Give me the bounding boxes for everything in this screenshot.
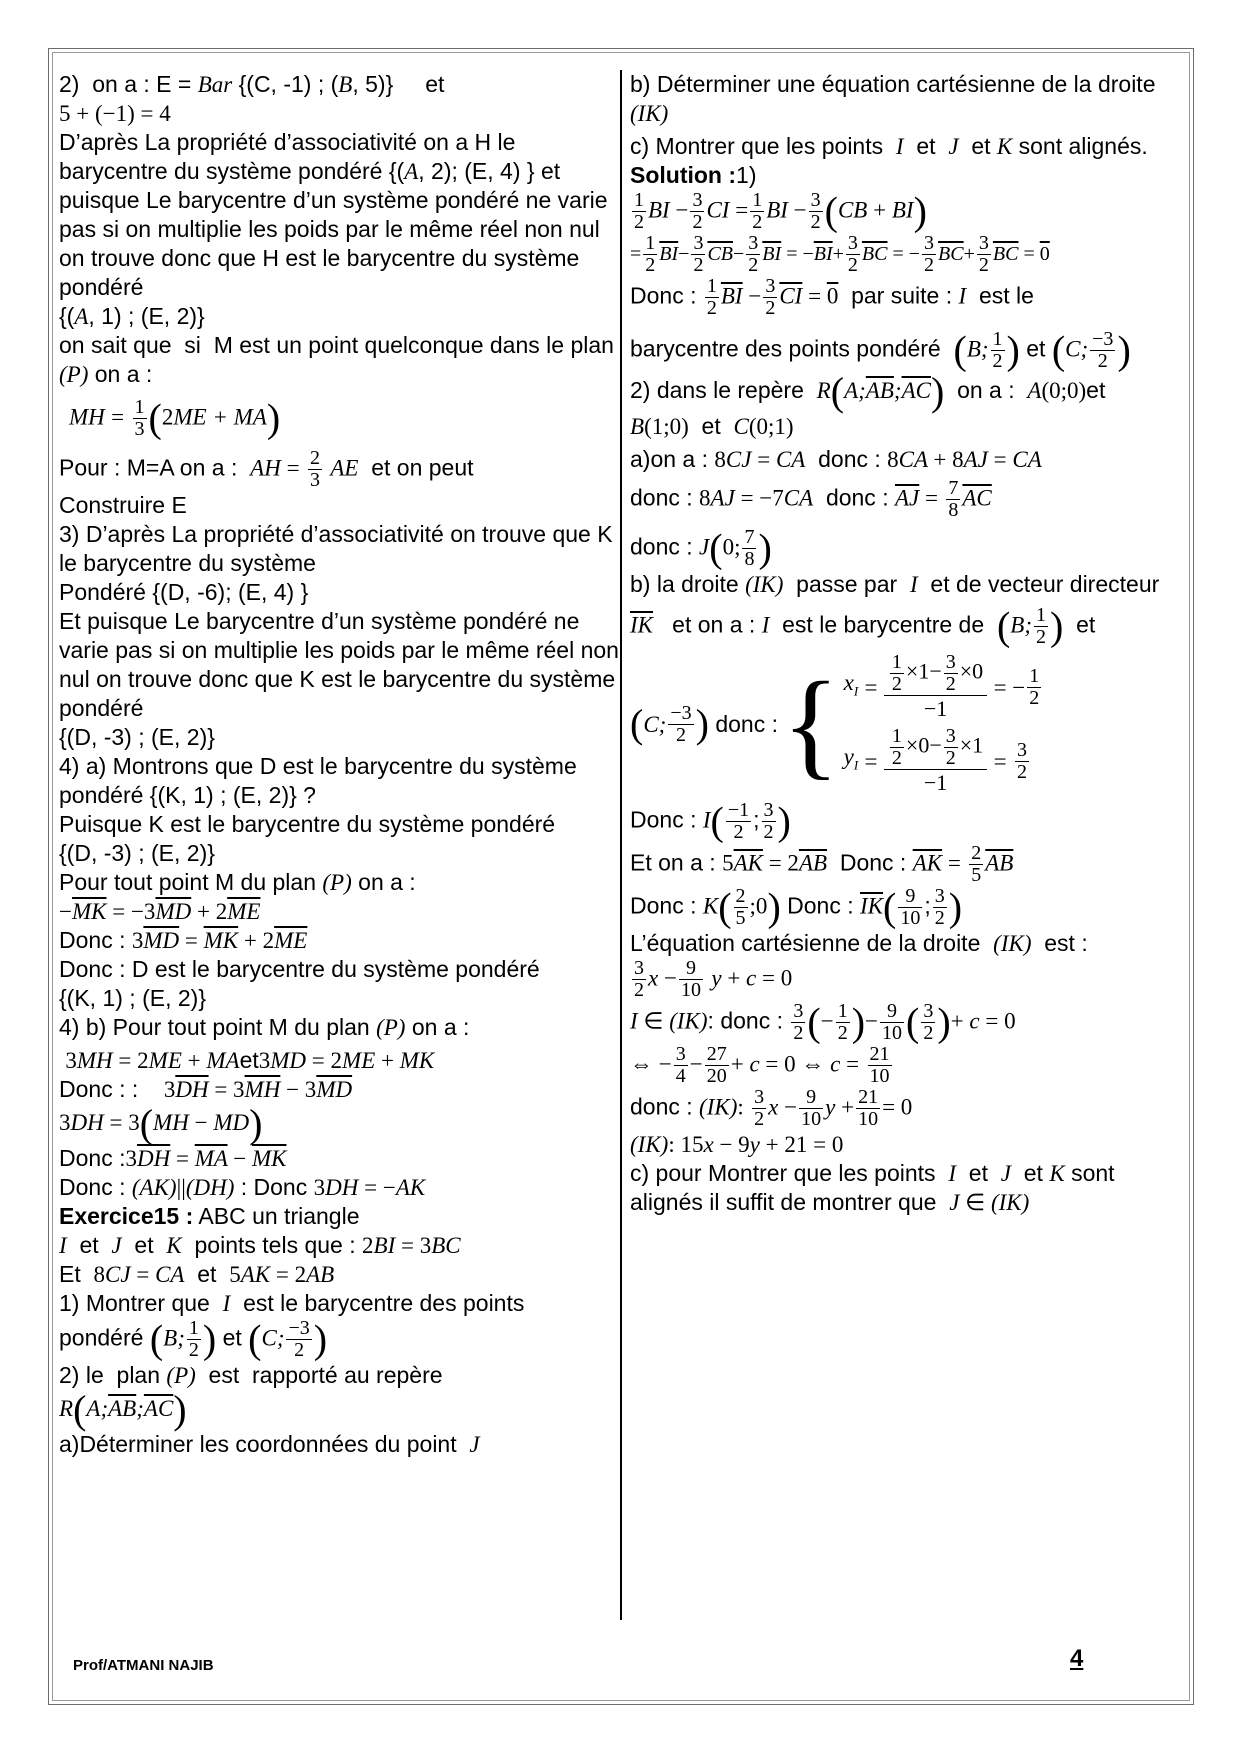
footer-page-number: 4 — [1070, 1645, 1084, 1672]
left-paragraph-1b: {(A, 1) ; (E, 2)} — [59, 303, 205, 329]
formula-sol-9: donc : J(0; $\frac{7}{8}$ ) — [630, 525, 772, 571]
right-line-2: c) Montrer que les points I et J et K sont alignés. — [630, 133, 1148, 159]
left-column — [59, 70, 619, 1459]
formula-3dh-2: 3DH = 3(MH − MD) — [59, 1101, 263, 1146]
formula-sol-20: (IK): 15x − 9y + 21 = 0 — [630, 1132, 844, 1157]
left-paragraph-10b: {(K, 1) ; (E, 2)} — [59, 985, 206, 1011]
column-divider — [620, 70, 622, 1620]
exercise-line-1: I et J et K points tels que : 2BI = 3BC — [59, 1232, 461, 1258]
formula-sol-6: B(1;0) et C(0;1) — [630, 413, 794, 439]
formula-3md: Donc : $3\overline{MD} = \overline{MK} + 2\overline{ME}$ — [59, 927, 308, 953]
exercise-line-3: 1) Montrer que I est le barycentre des points — [59, 1290, 525, 1316]
left-paragraph-5: 3) D’après La propriété d’associativité on trouve que K le barycentre du système — [59, 521, 613, 576]
left-paragraph-3: Pour : M=A on a : AH = $\frac{2}{3}$ AE et on peut — [59, 447, 474, 491]
right-column — [630, 70, 1170, 1217]
formula-sol-15: L’équation cartésienne de la droite (IK) est : — [630, 930, 1088, 956]
formula-parallel: Donc : (AK)||(DH) : Donc 3DH = −AK — [59, 1174, 426, 1200]
left-paragraph-7: 4) a) Montrons que D est le barycentre du système pondéré {(K, 1) ; (E, 2)} ? — [59, 753, 577, 808]
exercise-line-7: a)Déterminer les coordonnées du point J — [59, 1431, 480, 1457]
formula-sol-7: a)on a : 8CJ = CA donc : 8CA + 8AJ = CA — [630, 446, 1042, 472]
formula-sol-1: $\frac{1}{2}$ BI − $\frac{3}{2}$ CI = $\frac{1}{2}$ BI − $\frac{3}{2}$ (CB + BI) — [634, 188, 927, 234]
formula-sol-5: 2) dans le repère $R(A;\overline{AB};\overline{AC})$ on a : A(0;0)et — [630, 369, 1106, 414]
formula-sol-4: barycentre des points pondéré (B; $\frac{1}{2}$ ) et (C; $\frac{-3}{2}$ ) — [630, 327, 1131, 373]
footer-author: Prof/ATMANI NAJIB — [73, 1657, 214, 1674]
left-paragraph-6: Et puisque Le barycentre d’un système pondéré ne varie pas si on multiplie les poids par le même réel non nul on trouve donc que K est le barycentre du système pondéré — [59, 608, 619, 721]
formula-3mh: 3MH = 2ME + MAet3MD = 2ME + MK — [65, 1047, 435, 1073]
left-paragraph-8: Puisque K est le barycentre du système pondéré — [59, 811, 556, 837]
exercise-line-5: 2) le plan (P) est rapporté au repère — [59, 1362, 443, 1388]
exercise-line-4: pondéré (B; $\frac{1}{2}$ ) et (C; $\frac{-3}{2}$ ) — [59, 1316, 328, 1362]
formula-sol-19: donc : (IK): $\frac{3}{2}$ x − $\frac{9}{10}$ y + $\frac{21}{10}$ = 0 — [630, 1086, 913, 1130]
left-line-1: 2) on a : E = Bar {(C, -1) ; (B, 5)} et — [59, 71, 445, 97]
formula-3dh-3: Donc $:3\overline{DH} = \overline{MA} - \overline{MK}$ — [59, 1145, 287, 1171]
left-paragraph-4: Construire E — [59, 492, 187, 518]
formula-mh: MH = $\frac{1}{3}$ (2ME + MA) — [69, 395, 281, 441]
formula-sol-8: donc : 8AJ = −7CA donc : $\overline{AJ}$ = $\frac{7}{8}$ $\overline{AC}$ — [630, 477, 992, 521]
formula-3dh: Donc : : $3\overline{DH} = 3\overline{MH} - 3\overline{MD}$ — [59, 1076, 353, 1102]
left-paragraph-11: 4) b) Pour tout point M du plan (P) on a : — [59, 1014, 470, 1040]
left-paragraph-2: on sait que si M est un point quelconque dans le plan (P) on a : — [59, 332, 614, 387]
formula-sol-10: b) la droite (IK) passe par I et de vecteur directeur — [630, 571, 1160, 597]
formula-sol-3: Donc : $\frac{1}{2}$ $\overline{BI}$ − $\frac{3}{2}$ $\overline{CI} = 0$ par suite : I est le — [630, 275, 1034, 319]
solution-title: Solution :1) — [630, 162, 757, 188]
right-line-1: b) Déterminer une équation cartésienne de la droite (IK) — [630, 71, 1156, 126]
formula-sol-2: = $\frac{1}{2}$ $\overline{BI}-$ $\frac{3}{2}$ $\overline{CB}-$ $\frac{3}{2}$ $\overline{BI} = -\overline{BI}+$ $\frac{3}{2}$ $\overline{BC}$ = − $\frac{3}{2}$ $\overline{BC}+$ $\frac{3}{2}$ $\overline{BC} = 0$ — [630, 232, 1050, 276]
formula-sol-11: $\overline{IK}$ et on a : I est le barycentre de (B; $\frac{1}{2}$ ) et — [630, 603, 1096, 649]
formula-mk: $-\overline{MK} = -3\overline{MD} + 2\overline{ME}$ — [59, 899, 261, 924]
formula-system: ( C; $\frac{-3}{2}$ ) donc : { $x_I$ = $\frac{1}{2}$ ×1− $\frac{3}{2}$ ×0 −1 = − $\frac{1}{2}$ $y_I$ = $\frac{1}{2}$ ×0− $\frac{3}{2}$ ×1 −1 = $\frac{3}{2}$ — [630, 651, 1040, 795]
exercise-title: Exercice15 : ABC un triangle — [59, 1203, 360, 1229]
formula-sol-18: ⇔ − $\frac{3}{4}$ − $\frac{27}{20}$ + c = 0 ⇔ c = $\frac{21}{10}$ — [630, 1043, 890, 1087]
formula-sol-14: Donc : K( $\frac{2}{5}$ ;0) Donc : $\overline{IK}$( $\frac{9}{10}$ ; $\frac{3}{2}$ ) — [630, 884, 963, 930]
exercise-line-2: Et 8CJ = CA et 5AK = 2AB — [59, 1261, 335, 1287]
left-paragraph-5b: Pondéré {(D, -6); (E, 4) } — [59, 579, 309, 605]
formula-sol-17: I ∈ (IK): donc : $\frac{3}{2}$ (− $\frac{1}{2}$ )− $\frac{9}{10}$ ( $\frac{3}{2}$ )+ c = 0 — [630, 999, 1016, 1045]
left-line-2: 5 + (−1) = 4 — [59, 101, 171, 126]
left-paragraph-8b: {(D, -3) ; (E, 2)} — [59, 840, 215, 866]
formula-sol-12: Donc : I( $\frac{-1}{2}$ ; $\frac{3}{2}$ ) — [630, 798, 791, 844]
formula-sol-21: c) pour Montrer que les points I et J et K sont alignés il suffit de montrer que J ∈ (IK) — [630, 1160, 1115, 1215]
left-paragraph-6b: {(D, -3) ; (E, 2)} — [59, 724, 215, 750]
exercise-line-6: $R(A;\overline{AB};\overline{AC})$ — [59, 1387, 187, 1432]
left-paragraph-10: Donc : D est le barycentre du système pondéré — [59, 956, 540, 982]
left-paragraph-9: Pour tout point M du plan (P) on a : — [59, 869, 416, 895]
formula-sol-13: Et on a : $5\overline{AK} = 2\overline{AB}$ Donc : $\overline{AK}$ = $\frac{2}{5}$ $\overline{AB}$ — [630, 842, 1014, 886]
left-paragraph-1: D’après La propriété d’associativité on a H le barycentre du système pondéré {(A, 2); (E, 4) } et puisque Le barycentre d’un système pondéré ne varie pas si on multiplie les poids par le même réel non nul on trouve donc que H est le barycentre du système pondéré — [59, 129, 613, 300]
formula-sol-16: $\frac{3}{2}$ x − $\frac{9}{10}$ y + c = 0 — [634, 957, 793, 1001]
